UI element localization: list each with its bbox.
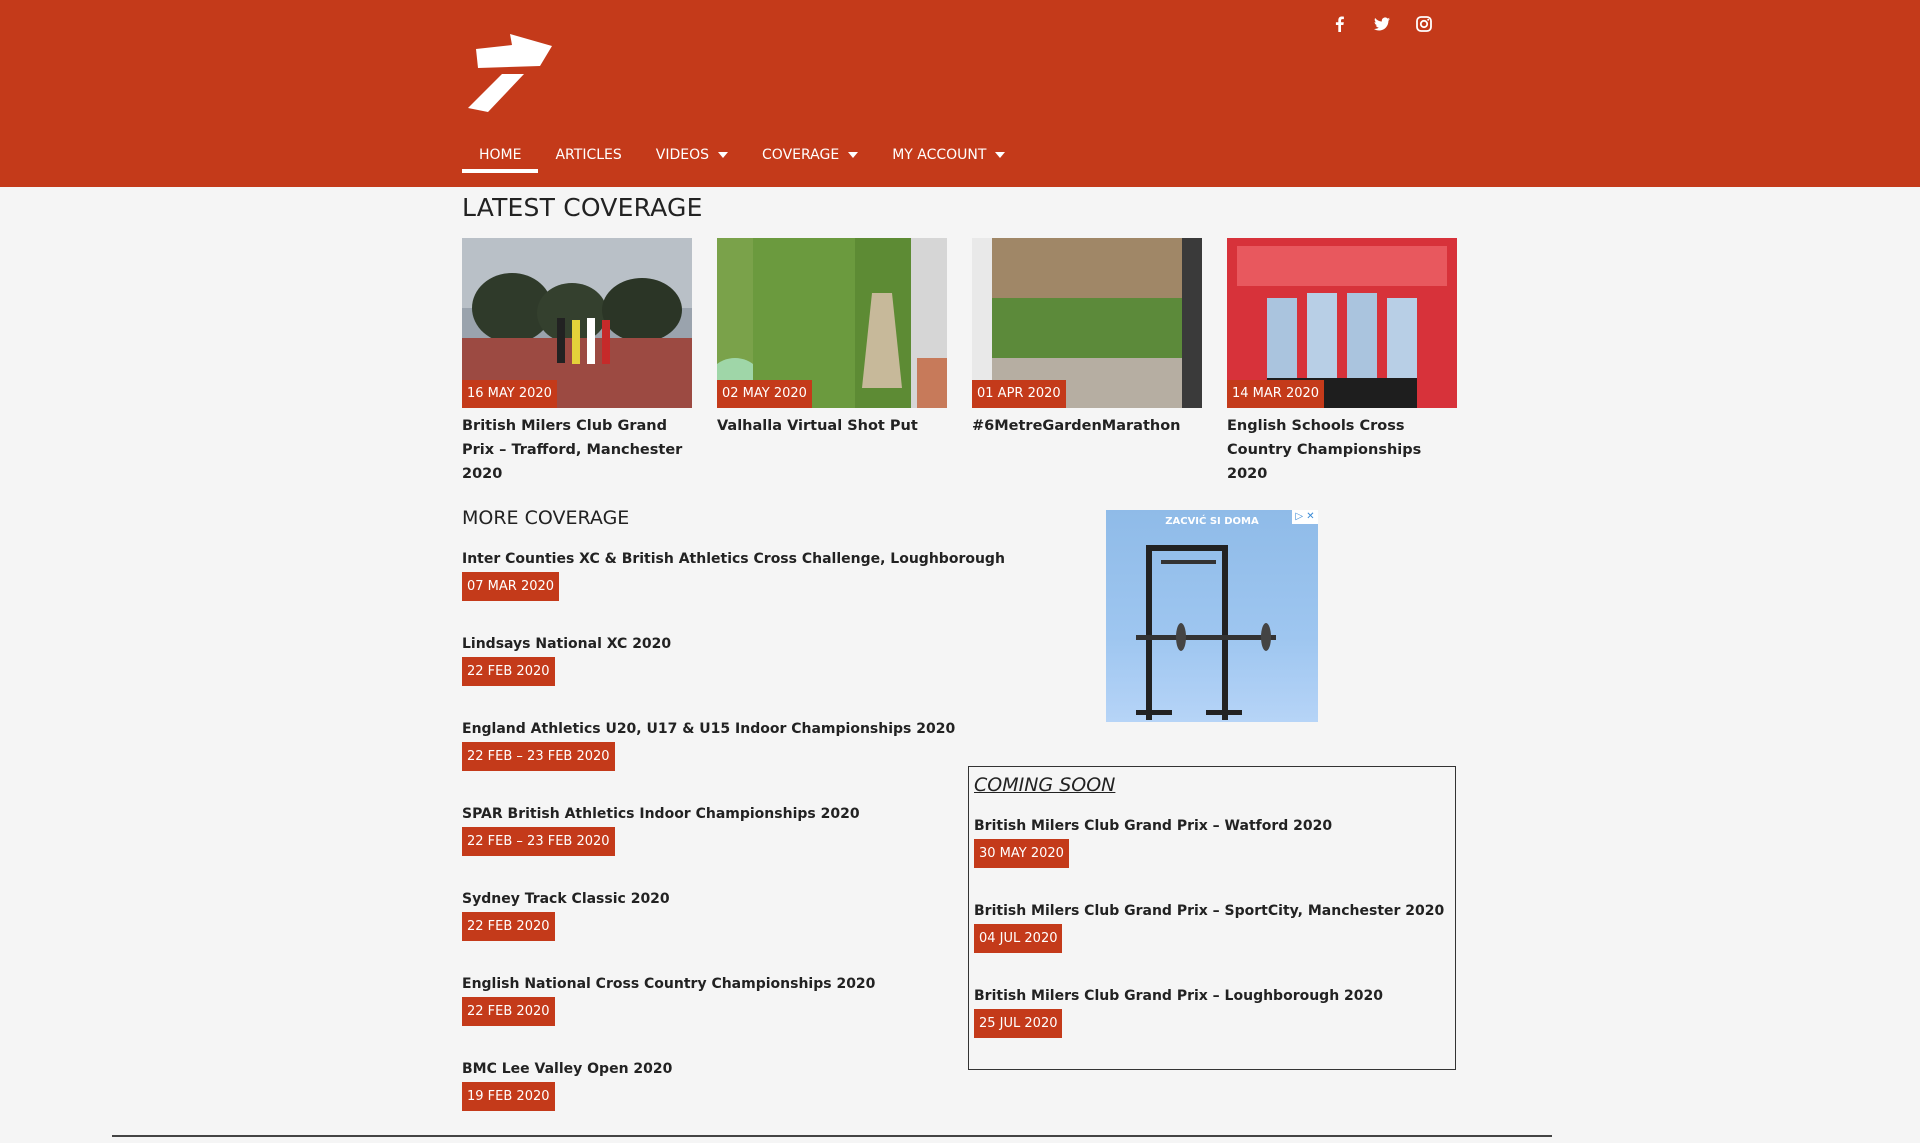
more-coverage-heading: MORE COVERAGE [462,507,630,529]
date-badge: 01 APR 2020 [972,380,1066,408]
coming-soon-box [968,766,1456,1070]
item-title-link[interactable]: BMC Lee Valley Open 2020 [462,1061,673,1077]
main-nav [462,140,1022,174]
item-title-link[interactable]: Sydney Track Classic 2020 [462,891,670,907]
ad-text: ZACVIĆ SI DOMA [1165,516,1259,527]
date-badge: 19 FEB 2020 [462,1082,555,1111]
item-title-link[interactable]: British Milers Club Grand Prix – Loughborough 2020 [974,988,1384,1004]
date-badge: 22 FEB – 23 FEB 2020 [462,827,615,856]
ad-close-icon[interactable]: ▷ ✕ [1292,510,1318,524]
site-logo[interactable] [468,32,556,116]
nav-item-coverage[interactable] [745,140,875,173]
card-title[interactable]: English Schools Cross Country Championships 2020 [1227,418,1422,482]
item-title-link[interactable]: English National Cross Country Championships 2020 [462,976,876,992]
social-links [1330,14,1434,34]
list-item [462,1058,962,1143]
caret-down-icon [995,152,1005,158]
ad-image [1106,510,1318,722]
caret-down-icon [718,152,728,158]
card-image[interactable] [972,238,1202,408]
coverage-card[interactable] [1227,238,1457,486]
nav-item-articles[interactable] [538,140,638,173]
item-title-link[interactable]: Inter Counties XC & British Athletics Cross Challenge, Loughborough [462,551,1005,567]
more-coverage-list [462,548,1005,1143]
list-item [974,985,1444,1070]
date-badge: 02 MAY 2020 [717,380,812,408]
list-item [462,803,962,888]
nav-item-my-account[interactable] [875,140,1022,173]
list-item [974,900,1444,985]
caret-down-icon [848,152,858,158]
twitter-icon[interactable] [1372,14,1392,34]
nav-item-videos[interactable] [639,140,745,173]
date-badge: 22 FEB 2020 [462,997,555,1026]
date-badge: 22 FEB – 23 FEB 2020 [462,742,615,771]
card-title[interactable]: Valhalla Virtual Shot Put [717,418,918,434]
nav-item-label: COVERAGE [762,147,840,163]
coverage-card[interactable] [462,238,692,486]
date-badge: 22 FEB 2020 [462,657,555,686]
item-title-link[interactable]: British Milers Club Grand Prix – Watford 2020 [974,818,1333,834]
date-badge: 16 MAY 2020 [462,380,557,408]
date-badge: 07 MAR 2020 [462,572,559,601]
nav-item-label: HOME [479,147,522,163]
card-image[interactable] [462,238,692,408]
nav-item-label: VIDEOS [655,147,710,163]
nav-item-label: ARTICLES [555,147,622,163]
list-item [462,973,962,1058]
card-title[interactable]: British Milers Club Grand Prix – Trafford, Manchester 2020 [462,418,683,482]
divider [112,1135,1552,1137]
card-image[interactable] [717,238,947,408]
nav-item-home[interactable] [462,140,538,173]
date-badge: 22 FEB 2020 [462,912,555,941]
item-title-link[interactable]: England Athletics U20, U17 & U15 Indoor Championships 2020 [462,721,956,737]
item-title-link[interactable]: Lindsays National XC 2020 [462,636,672,652]
site-header [0,0,1920,187]
coming-soon-heading[interactable]: COMING SOON [974,774,1116,796]
card-image[interactable] [1227,238,1457,408]
card-title[interactable]: #6MetreGardenMarathon [972,418,1181,434]
date-badge: 30 MAY 2020 [974,839,1069,868]
facebook-icon[interactable] [1330,14,1350,34]
date-badge: 14 MAR 2020 [1227,380,1324,408]
latest-coverage-heading: LATEST COVERAGE [462,193,703,222]
coming-soon-list [974,815,1444,1070]
list-item [462,548,1005,633]
coverage-card[interactable] [717,238,947,438]
list-item [462,718,962,803]
list-item [462,888,962,973]
instagram-icon[interactable] [1414,14,1434,34]
date-badge: 04 JUL 2020 [974,924,1062,953]
item-title-link[interactable]: SPAR British Athletics Indoor Championships 2020 [462,806,860,822]
date-badge: 25 JUL 2020 [974,1009,1062,1038]
coverage-card[interactable] [972,238,1202,438]
list-item [462,633,962,718]
list-item [974,815,1444,900]
advertisement[interactable] [1106,510,1318,722]
nav-item-label: MY ACCOUNT [892,147,987,163]
item-title-link[interactable]: British Milers Club Grand Prix – SportCity, Manchester 2020 [974,903,1445,919]
